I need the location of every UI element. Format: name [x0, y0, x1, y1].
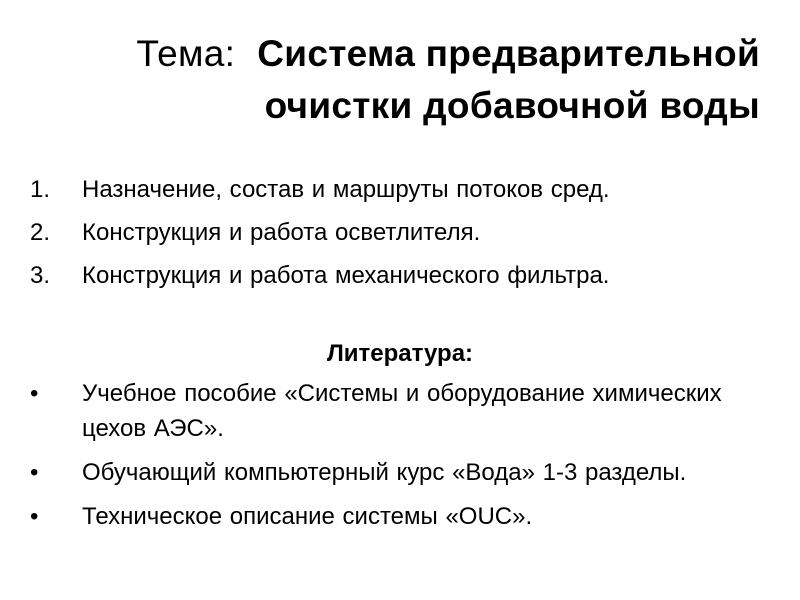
literature-item: [0, 499, 732, 534]
literature-text: Учебное пособие «Системы и оборудование химических цехов АЭС».: [82, 380, 722, 442]
literature-item: [0, 455, 732, 490]
topic-item: [0, 172, 762, 215]
topic-text: Конструкция и работа осветлителя.: [82, 219, 481, 246]
title-line-2: [0, 80, 760, 132]
topic-number: 1.: [30, 176, 51, 203]
topic-item: [0, 215, 762, 258]
topic-text: Конструкция и работа механического фильтра.: [82, 262, 610, 289]
literature-item: [0, 376, 732, 446]
topic-number: 2.: [30, 219, 51, 246]
slide-title: [0, 28, 760, 132]
title-line-1: [0, 28, 760, 80]
literature-text: Техническое описание системы «OUC».: [82, 503, 533, 530]
bullet-marker: •: [30, 459, 39, 486]
topic-number: 3.: [30, 262, 51, 289]
title-prefix: Тема:: [136, 33, 236, 74]
topics-list: [0, 172, 762, 301]
title-main-line-1: Система предварительной: [257, 33, 760, 74]
topic-text: Назначение, состав и маршруты потоков сред.: [82, 176, 610, 203]
bullet-marker: •: [30, 380, 39, 407]
literature-text: Обучающий компьютерный курс «Вода» 1-3 разделы.: [82, 459, 687, 486]
bullet-marker: •: [30, 503, 39, 530]
literature-heading: Литература:: [326, 340, 474, 367]
literature-list: [0, 376, 732, 543]
title-main-line-2: очистки добавочной воды: [264, 85, 760, 126]
topic-item: [0, 258, 762, 301]
